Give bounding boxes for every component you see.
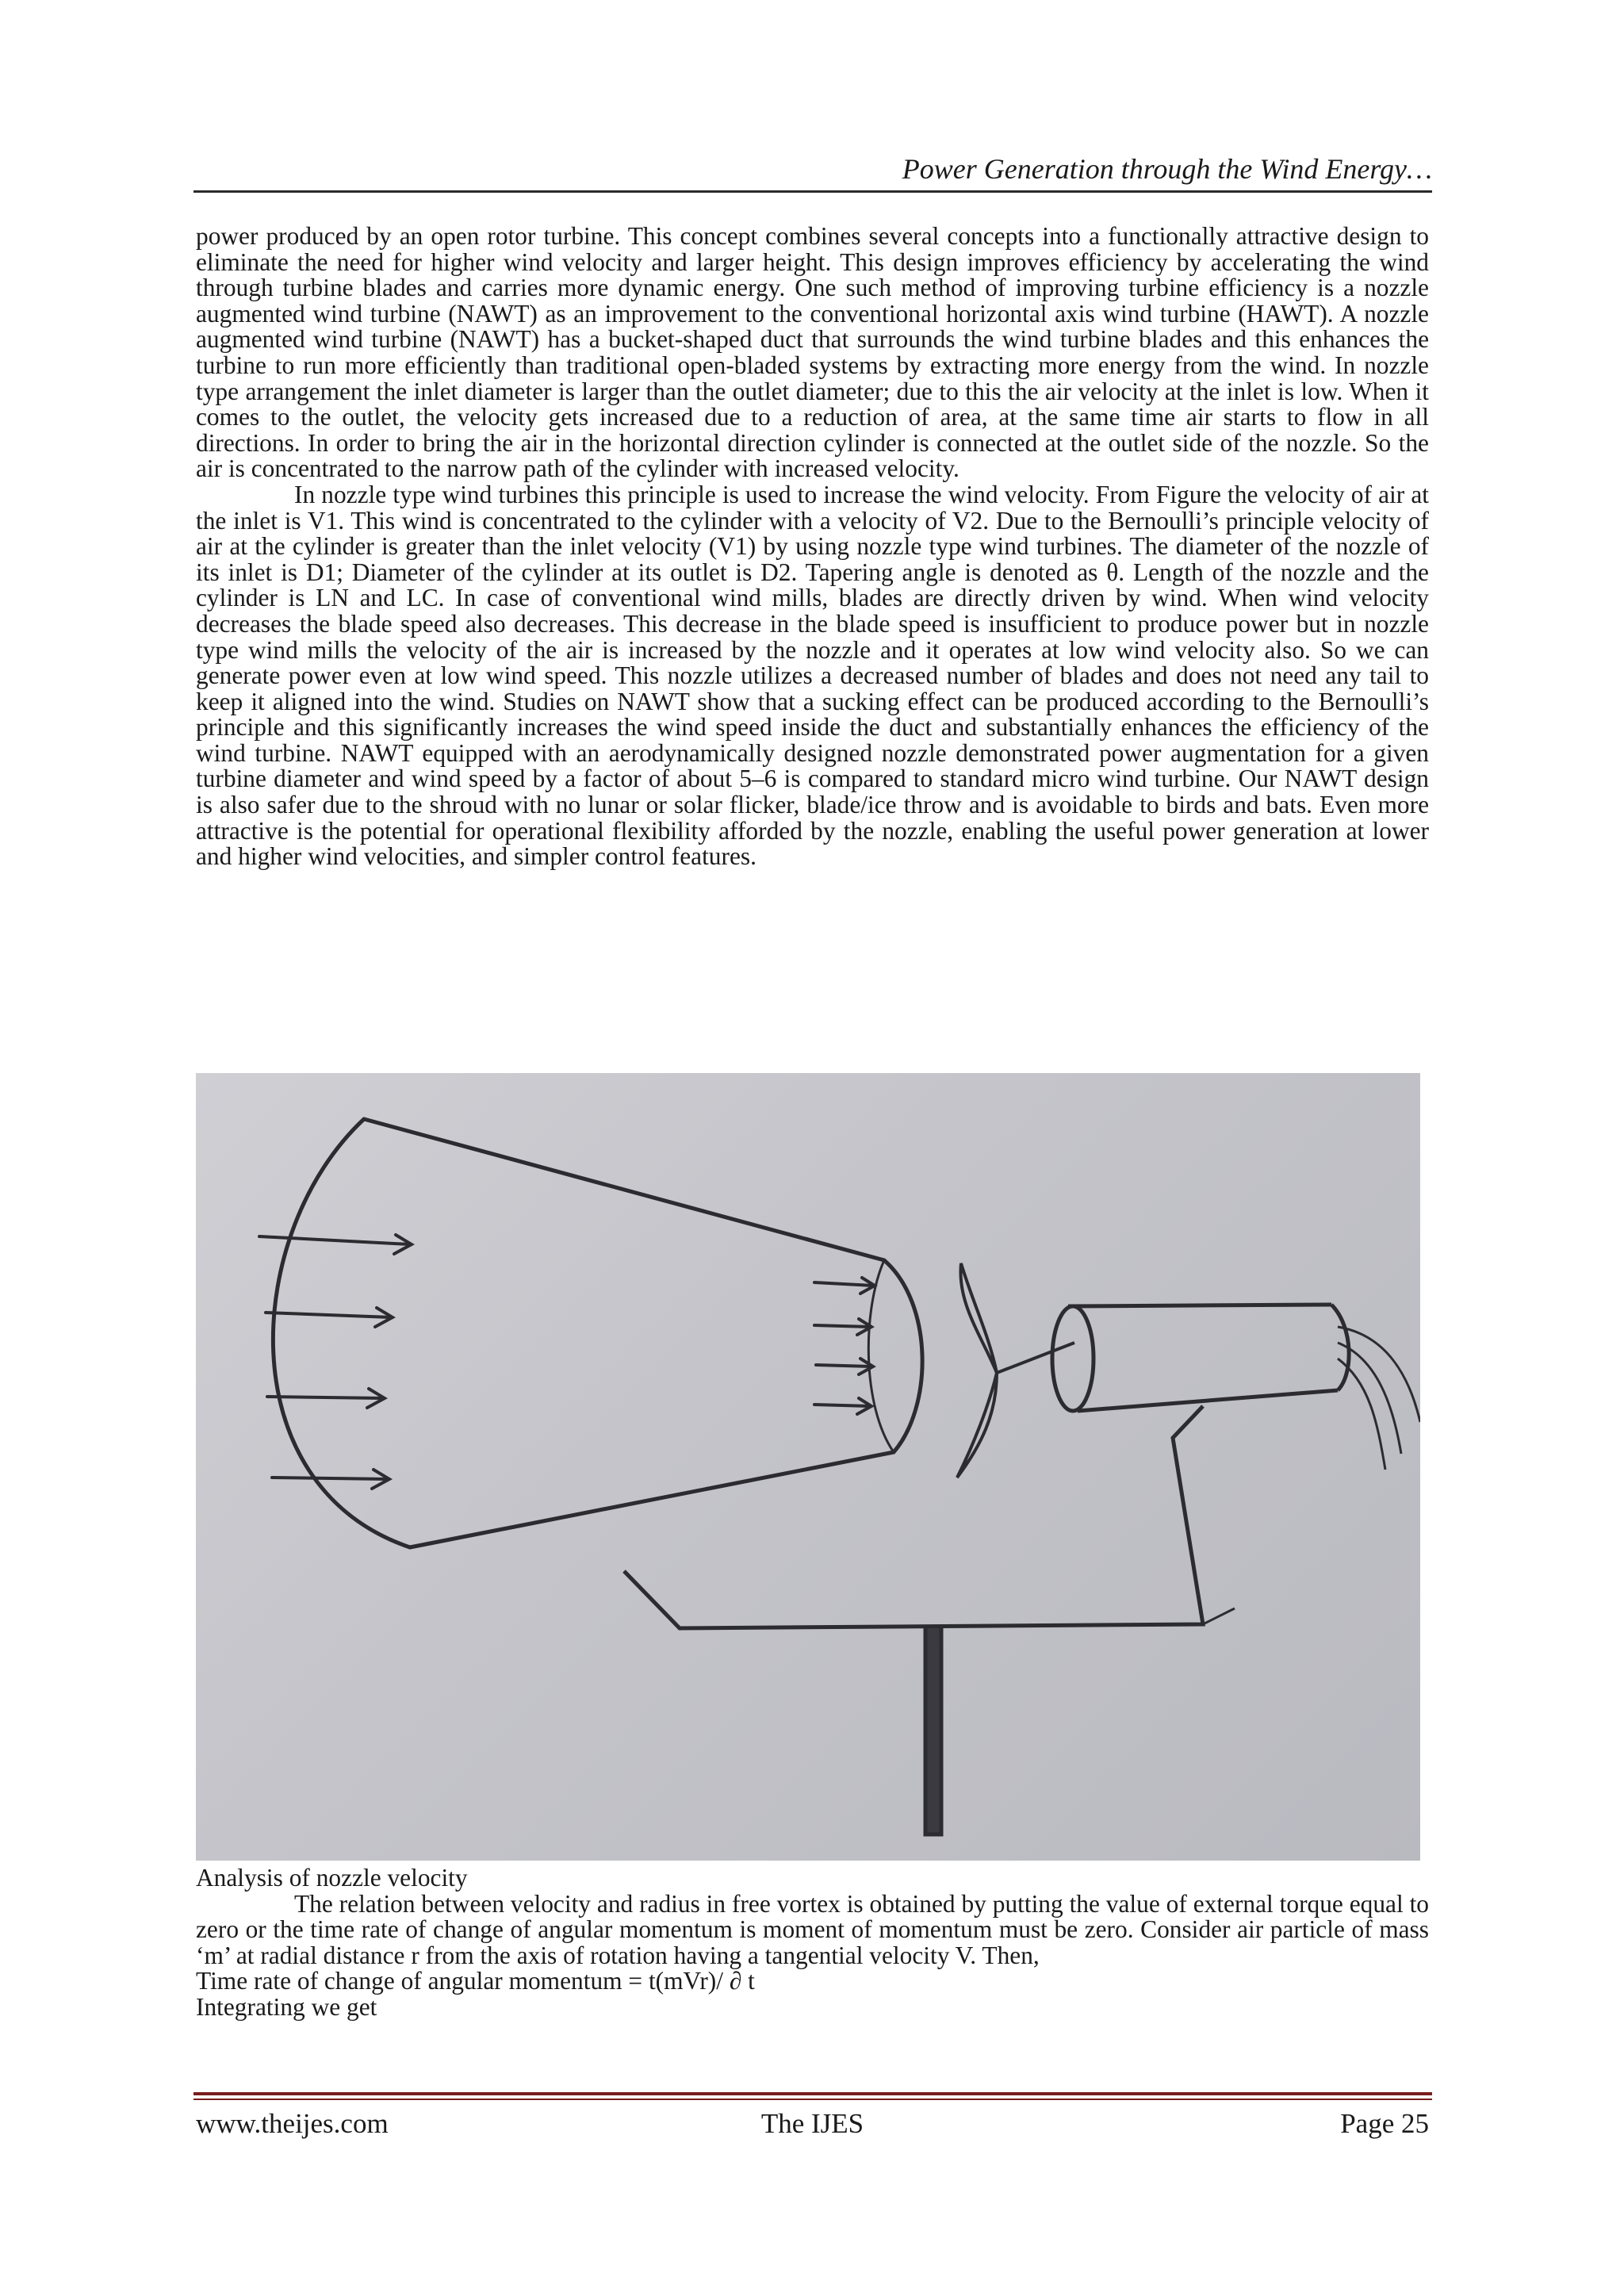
air-arrows [259, 1235, 875, 1489]
nozzle-inlet-arc [273, 1119, 410, 1547]
air-label: AIR [223, 1182, 305, 1240]
nozzle-bottom-edge [410, 1452, 894, 1547]
nozzle-outlet-arc [884, 1260, 922, 1452]
analysis-section [196, 1865, 1429, 2021]
body-text [196, 224, 1429, 870]
header-rule [193, 190, 1432, 193]
running-title: Power Generation through the Wind Energy… [902, 153, 1432, 185]
footer-website: www.theijes.com [196, 2108, 389, 2139]
generator-drawing [1052, 1305, 1420, 1470]
paragraph: The relation between velocity and radius in free vortex is obtained by putting the value of external torque equal to zero or the time rate of change of angular momentum is moment of momentum must be zero. Consider air particle of mass ‘m’ at radial distance r from the axis of rotation having a tangential velocity V. Then, [196, 1889, 1429, 1969]
generator-label: GENERATOR [1100, 1320, 1315, 1361]
nozzle-top-edge [364, 1119, 884, 1260]
nozzle-label: NOZZLE [505, 1320, 714, 1379]
section-heading: Analysis of nozzle velocity [196, 1864, 468, 1892]
nozzle-wind-turbine-figure [196, 1073, 1420, 1861]
nozzle-drawing [273, 1119, 922, 1547]
stand-drawing [624, 1406, 1235, 1834]
equation-line: Time rate of change of angular momentum = t(mVr)/ ∂ t [196, 1967, 755, 1995]
footer-rule [193, 2092, 1432, 2095]
footer-journal: The IJES [760, 2108, 864, 2139]
footer-rule [193, 2099, 1432, 2100]
text-line: Integrating we get [196, 1992, 377, 2021]
paragraph: power produced by an open rotor turbine. This concept combines several concepts into a functionally attractive design to eliminate the need for higher wind velocity and larger height. This design improves efficiency by accelerating the wind through turbine blades and carries more dynamic energy. One such method of improving turbine efficiency is a nozzle augmented wind turbine (NAWT) as an improvement to the conventional horizontal axis wind turbine (HAWT). A nozzle augmented wind turbine (NAWT) has a bucket-shaped duct that surrounds the wind turbine blades and this enhances the turbine to run more efficiently than traditional open-bladed systems by extracting more energy from the wind. In nozzle type arrangement the inlet diameter is larger than the outlet diameter; due to this the air velocity at the inlet is low. When it comes to the outlet, the velocity gets increased due to a reduction of area, at the same time air starts to flow in all directions. In order to bring the air in the horizontal direction cylinder is connected at the outlet side of the nozzle. So the air is concentrated to the narrow path of the cylinder with increased velocity. [196, 222, 1429, 483]
footer-page-number: Page 25 [1340, 2108, 1429, 2139]
paragraph: In nozzle type wind turbines this principle is used to increase the wind velocity. From Figure the velocity of air at the inlet is V1. This wind is concentrated to the cylinder with a velocity of V2. Due to the Bernoulli’s principle velocity of air at the cylinder is greater than the inlet velocity (V1) by using nozzle type wind turbines. The diameter of the nozzle of its inlet is D1; Diameter of the cylinder at its outlet is D2. Tapering angle is denoted as θ. Length of the nozzle and the cylinder is LN and LC. In case of conventional wind mills, blades are directly driven by wind. When wind velocity decreases the blade speed also decreases. This decrease in the blade speed is insufficient to produce power but in nozzle type wind mills the velocity of the air is increased by the nozzle and it operates at low wind velocity also. So we can generate power even at low wind speed. This nozzle utilizes a decreased number of blades and does not need any tail to keep it aligned into the wind. Studies on NAWT show that a sucking effect can be produced according to the Bernoulli’s principle and this significantly increases the wind speed inside the duct and substantially enhances the efficiency of the wind turbine. NAWT equipped with an aerodynamically designed nozzle demonstrated power augmentation for a given turbine diameter and wind speed by a factor of about 5–6 is compared to standard micro wind turbine. Our NAWT design is also safer due to the shroud with no lunar or solar flicker, blade/ice throw and is avoidable to birds and bats. Even more attractive is the potential for operational flexibility afforded by the nozzle, enabling the useful power generation at lower and higher wind velocities, and simpler control features. [196, 480, 1429, 871]
stand-label: Stand [1249, 1575, 1415, 1642]
turbine-blades [957, 1263, 1074, 1478]
